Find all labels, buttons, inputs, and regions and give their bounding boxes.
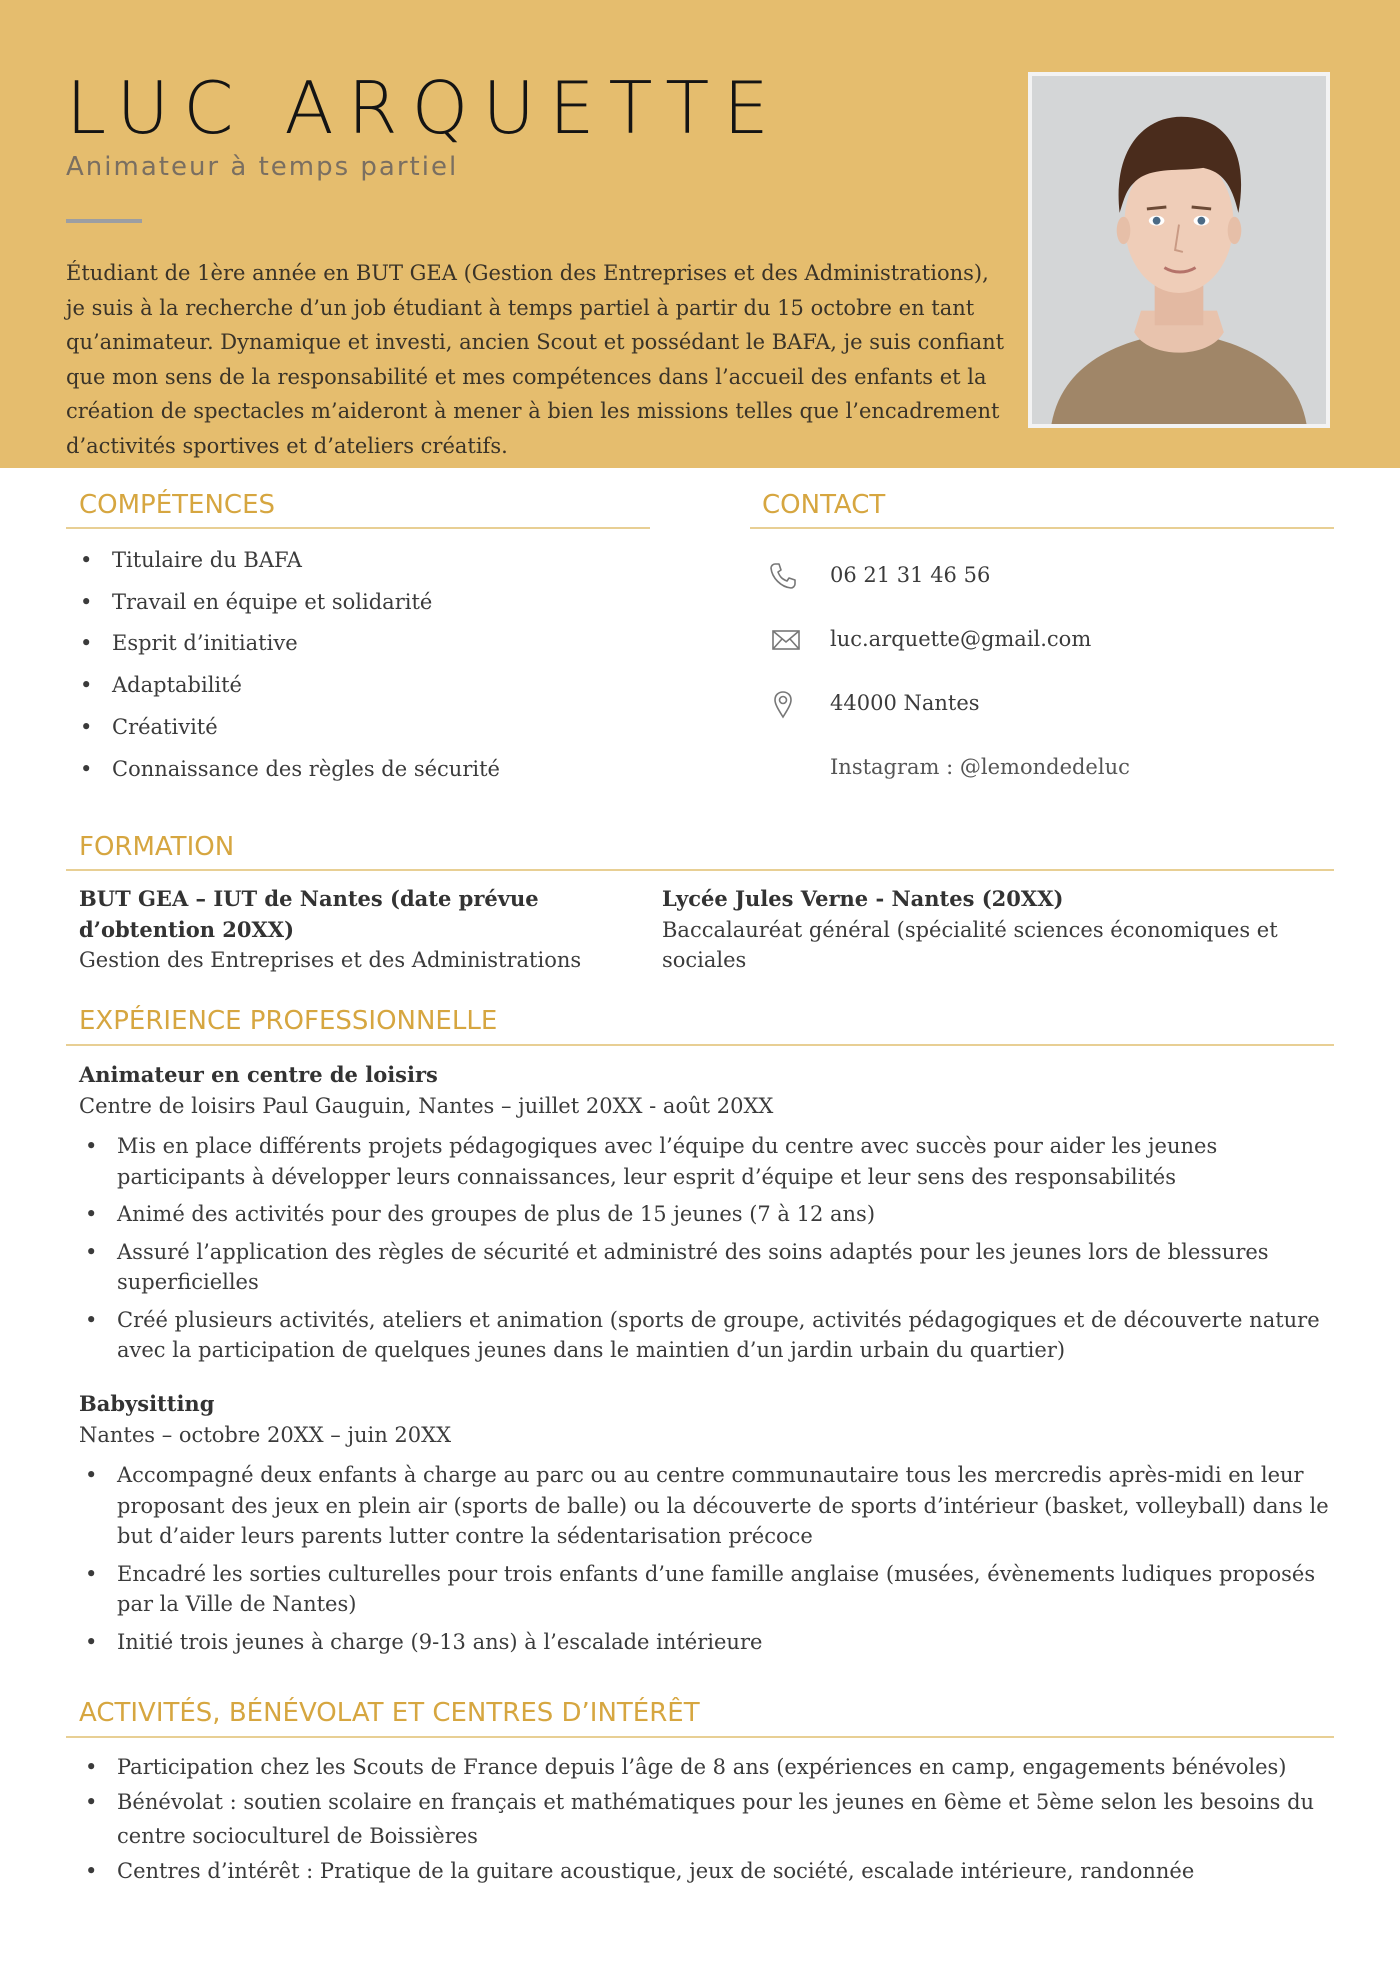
contact-location-row <box>760 683 1320 723</box>
candidate-name: LUC ARQUETTE <box>66 66 783 150</box>
contact-instagram-row <box>760 747 1320 787</box>
skill-item: • Créativité <box>70 707 630 749</box>
job-bullet: • Créé plusieurs activités, ateliers et animation (sports de groupe, activités pédagogiques et de découverte nature avec la participation de quelques jeunes dans le maintien d’un jardin urbain du quartier) <box>75 1305 1329 1366</box>
profile-summary: Étudiant de 1ère année en BUT GEA (Gestion des Entreprises et des Administrations), je suis à la recherche d’un job étudiant à temps partiel à partir du 15 octobre en tant qu’animateur. Dynamique et investi, ancien Scout et possédant le BAFA, je suis confiant que mon sens de la responsabilité et mes compétences dans l’accueil des enfants et la création de spectacles m’aideront à mener à bien les missions telles que l’encadrement d’activités sportives et d’ateliers créatifs. <box>66 261 1005 458</box>
envelope-icon <box>768 625 798 655</box>
activity-item: • Centres d’intérêt : Pratique de la guitare acoustique, jeux de société, escalade intérieure, randonnée <box>75 1854 1335 1889</box>
contact-email-row <box>760 619 1320 659</box>
location-text: 44000 Nantes <box>830 691 980 715</box>
job-title: Animateur en centre de loisirs <box>79 1062 438 1087</box>
activity-item: • Bénévolat : soutien scolaire en français et mathématiques pour les jeunes en 6ème et 5ème selon les besoins du centre socioculturel de Boissières <box>75 1785 1335 1854</box>
education-detail: Baccalauréat général (spécialité sciences économiques et sociales <box>662 917 1278 973</box>
job-bullet: • Animé des activités pour des groupes de plus de 15 jeunes (7 à 12 ans) <box>75 1199 1329 1230</box>
experience-heading: EXPÉRIENCE PROFESSIONNELLE <box>79 1006 498 1036</box>
location-pin-icon <box>768 689 798 719</box>
portrait-illustration <box>1032 76 1326 424</box>
activity-item: • Participation chez les Scouts de France depuis l’âge de 8 ans (expériences en camp, engagements bénévoles) <box>75 1750 1335 1785</box>
instagram-handle[interactable]: Instagram : @lemondedeluc <box>830 755 1130 779</box>
job-title: Babysitting <box>79 1391 215 1416</box>
job-bullets <box>79 1131 1329 1366</box>
skill-item: • Adaptabilité <box>70 665 630 707</box>
activities-list <box>75 1750 1335 1888</box>
skills-list <box>70 540 630 790</box>
job-bullets <box>79 1460 1329 1657</box>
education-heading: FORMATION <box>79 832 235 862</box>
education-entry <box>662 884 1322 976</box>
job-entry <box>79 1060 1329 1373</box>
education-detail: Gestion des Entreprises et des Administrations <box>79 948 582 973</box>
contact-divider <box>750 527 1334 529</box>
job-bullet: • Initié trois jeunes à charge (9-13 ans) à l’escalade intérieure <box>75 1627 1329 1658</box>
education-entry <box>79 884 619 976</box>
header-band <box>0 0 1400 468</box>
education-divider <box>66 869 1334 871</box>
job-bullet: • Assuré l’application des règles de sécurité et administré des soins adaptés pour les jeunes lors de blessures superficielles <box>75 1237 1329 1298</box>
activities-heading: ACTIVITÉS, BÉNÉVOLAT ET CENTRES D’INTÉRÊT <box>79 1698 700 1728</box>
phone-icon <box>768 561 798 591</box>
skill-item: • Esprit d’initiative <box>70 623 630 665</box>
skill-item: • Travail en équipe et solidarité <box>70 582 630 624</box>
email-address[interactable]: luc.arquette@gmail.com <box>830 627 1092 651</box>
job-entry <box>79 1389 1329 1664</box>
phone-number[interactable]: 06 21 31 46 56 <box>830 563 991 587</box>
skills-heading: COMPÉTENCES <box>79 490 276 520</box>
job-bullet: • Accompagné deux enfants à charge au parc ou au centre communautaire tous les mercredis après-midi en leur proposant des jeux en plein air (sports de balle) ou la découverte de sports d’intérieur (basket, volleyball) dans le but d’aider leurs parents lutter contre la sédentarisation précoce <box>75 1460 1329 1552</box>
job-bullet: • Encadré les sorties culturelles pour trois enfants d’une famille anglaise (musées, évènements ludiques proposés par la Ville de Nantes) <box>75 1559 1329 1620</box>
job-subtitle: Centre de loisirs Paul Gauguin, Nantes – juillet 20XX - août 20XX <box>79 1093 774 1118</box>
title-divider <box>66 219 142 223</box>
profile-photo <box>1028 72 1330 428</box>
experience-divider <box>66 1044 1334 1046</box>
skill-item: • Connaissance des règles de sécurité <box>70 749 630 791</box>
contact-heading: CONTACT <box>762 490 886 520</box>
contact-phone-row <box>760 555 1320 595</box>
job-bullet: • Mis en place différents projets pédagogiques avec l’équipe du centre avec succès pour aider les jeunes participants à développer leurs connaissances, leur esprit d’équipe et leur sens des responsabilités <box>75 1131 1329 1192</box>
skills-divider <box>66 527 650 529</box>
activities-divider <box>66 1736 1334 1738</box>
education-title: BUT GEA – IUT de Nantes (date prévue d’obtention 20XX) <box>79 886 539 942</box>
education-title: Lycée Jules Verne - Nantes (20XX) <box>662 886 1064 911</box>
job-title: Animateur à temps partiel <box>66 152 459 182</box>
job-subtitle: Nantes – octobre 20XX – juin 20XX <box>79 1422 452 1447</box>
skill-item: • Titulaire du BAFA <box>70 540 630 582</box>
